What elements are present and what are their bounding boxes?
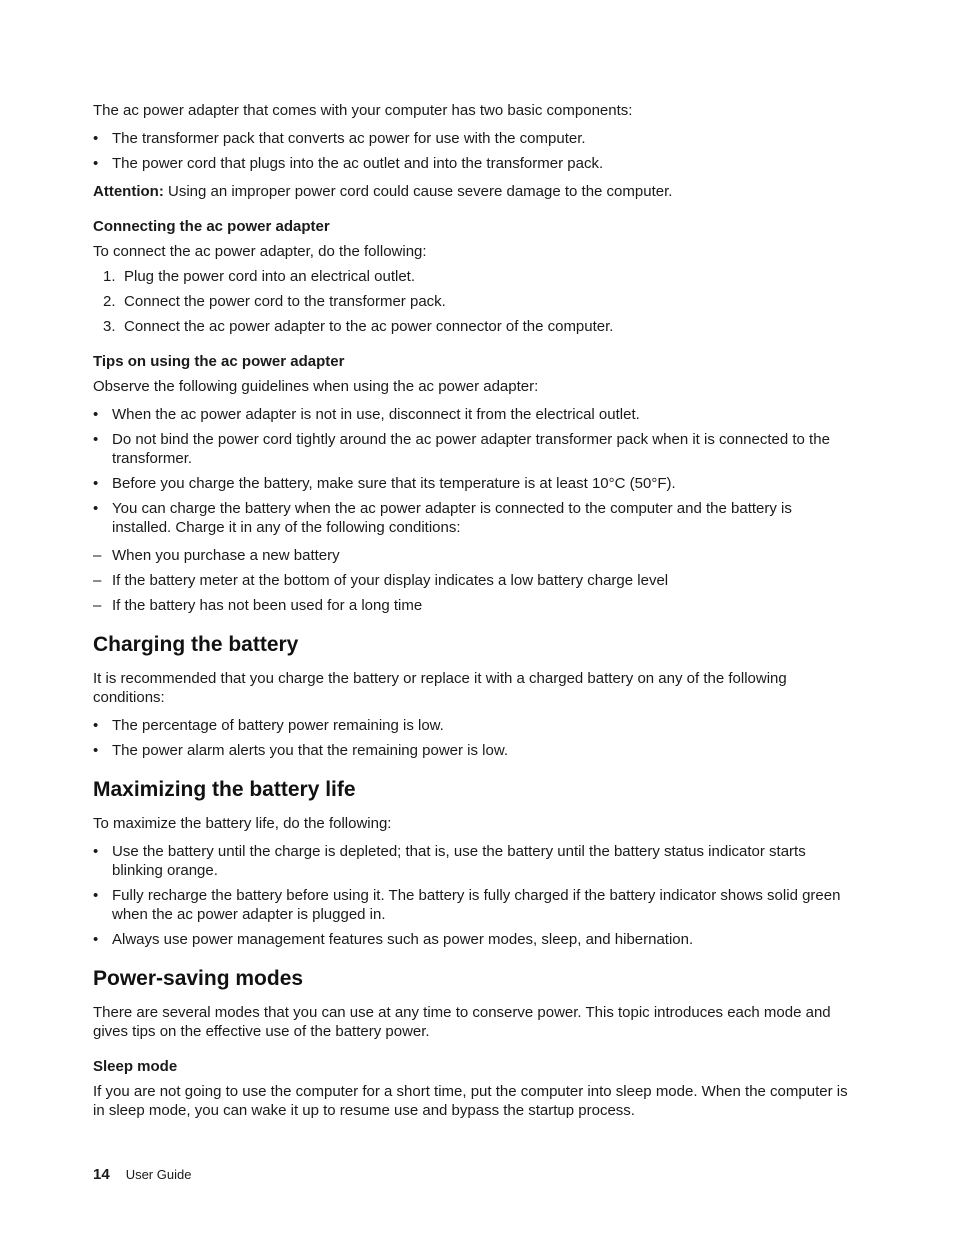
components-list: [93, 129, 853, 173]
list-item: • The transformer pack that converts ac power for use with the computer.: [93, 129, 853, 148]
power-saving-heading: Power-saving modes: [93, 967, 304, 990]
list-item: • Before you charge the battery, make sure that its temperature is at least 10°C (50°F).: [93, 474, 853, 493]
charging-list: [93, 716, 853, 760]
list-item: • The power alarm alerts you that the remaining power is low.: [93, 741, 853, 760]
list-item: – If the battery meter at the bottom of your display indicates a low battery charge level: [93, 571, 853, 590]
connecting-intro: To connect the ac power adapter, do the following:: [93, 243, 427, 260]
page-number: 14: [93, 1166, 110, 1183]
charging-heading: Charging the battery: [93, 633, 299, 656]
list-item: • Fully recharge the battery before using it. The battery is fully charged if the battery indicator shows solid green when the ac power adapter is plugged in.: [93, 886, 853, 924]
list-item: [93, 317, 853, 336]
step-text: Connect the power cord to the transformer pack.: [124, 293, 446, 310]
step-number: 2.: [103, 293, 116, 310]
list-item: • Always use power management features such as power modes, sleep, and hibernation.: [93, 930, 853, 949]
list-item-text: You can charge the battery when the ac power adapter is connected to the computer and the battery is installed. Charge it in any of the following conditions:: [112, 500, 792, 536]
attention-notice: [93, 182, 853, 201]
footer-title: User Guide: [125, 1167, 192, 1182]
connecting-steps: [93, 267, 853, 336]
tips-heading: Tips on using the ac power adapter: [93, 353, 345, 370]
list-item: [93, 292, 853, 311]
sleep-mode-text: If you are not going to use the computer for a short time, put the computer into sleep mode. When the computer is in sleep mode, you can wake it up to resume use and bypass the startup process.: [93, 1083, 848, 1119]
step-number: 1.: [103, 268, 116, 285]
list-item: – When you purchase a new battery: [93, 546, 853, 565]
list-item: [93, 499, 853, 615]
list-item: • The percentage of battery power remaining is low.: [93, 716, 853, 735]
step-number: 3.: [103, 318, 116, 335]
step-text: Connect the ac power adapter to the ac power connector of the computer.: [124, 318, 614, 335]
maximizing-intro: To maximize the battery life, do the following:: [93, 815, 392, 832]
list-item: – If the battery has not been used for a long time: [93, 596, 853, 615]
power-saving-intro: There are several modes that you can use at any time to conserve power. This topic introduces each mode and gives tips on the effective use of the battery power.: [93, 1004, 831, 1040]
sleep-mode-heading: Sleep mode: [93, 1058, 178, 1075]
maximizing-heading: Maximizing the battery life: [93, 778, 356, 801]
charging-intro: It is recommended that you charge the battery or replace it with a charged battery on any of the following conditions:: [93, 670, 787, 706]
list-item: • The power cord that plugs into the ac outlet and into the transformer pack.: [93, 154, 853, 173]
tips-intro: Observe the following guidelines when using the ac power adapter:: [93, 378, 539, 395]
list-item: [93, 267, 853, 286]
attention-label: Attention:: [93, 183, 164, 200]
maximizing-list: [93, 842, 853, 949]
list-item: • When the ac power adapter is not in use, disconnect it from the electrical outlet.: [93, 405, 853, 424]
document-page: [93, 101, 853, 1129]
intro-paragraph: The ac power adapter that comes with your computer has two basic components:: [93, 102, 633, 119]
step-text: Plug the power cord into an electrical outlet.: [124, 268, 415, 285]
list-item: • Use the battery until the charge is depleted; that is, use the battery until the battery status indicator starts blinking orange.: [93, 842, 853, 880]
tips-list: [93, 405, 853, 615]
connecting-heading: Connecting the ac power adapter: [93, 218, 330, 235]
page-footer: [93, 1166, 191, 1184]
list-item: • Do not bind the power cord tightly around the ac power adapter transformer pack when it is connected to the transformer.: [93, 430, 853, 468]
conditions-list: [93, 546, 853, 615]
attention-text: Using an improper power cord could cause severe damage to the computer.: [163, 183, 673, 200]
